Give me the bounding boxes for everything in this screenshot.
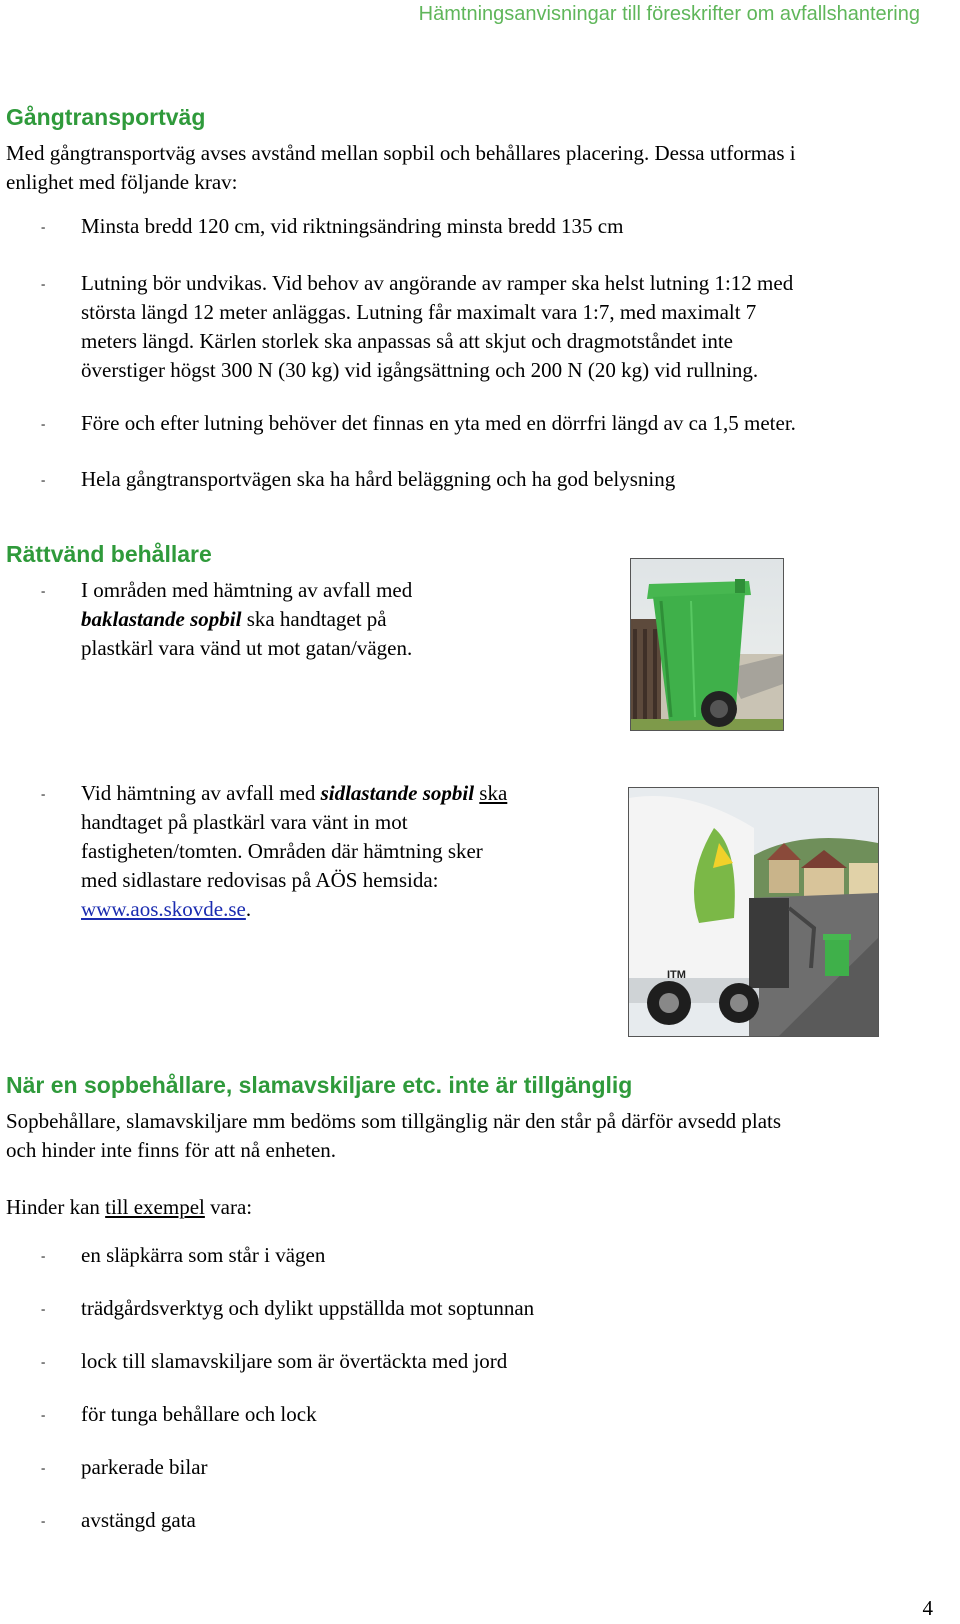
list-item-line: [81, 895, 507, 924]
green-bin-photo: [630, 558, 784, 731]
underlined-text: ska: [479, 781, 508, 805]
section-title-inte-tillganglig: När en sopbehållare, slamavskiljare etc. inte är tillgänglig: [6, 1072, 633, 1098]
running-header: Hämtningsanvisningar till föreskrifter om avfallshantering: [418, 3, 920, 25]
underlined-text: till exempel: [105, 1195, 205, 1219]
list-item-line: största längd 12 meter anläggas. Lutning får maximalt vara 1:7, med maximalt 7: [81, 300, 757, 324]
list-item-text: Hela gångtransportvägen ska ha hård beläggning och ha god belysning: [81, 467, 676, 491]
bullet-dash: -: [41, 276, 46, 291]
examples-intro: [6, 1193, 252, 1222]
intro-line: enlighet med följande krav:: [6, 170, 238, 194]
bullet-dash: -: [41, 1354, 46, 1369]
truck-logo-text: ITM: [667, 969, 686, 981]
green-bin-illustration: [631, 559, 783, 730]
emphasis-text: sidlastande sopbil: [320, 781, 475, 805]
list-item-line-start: Vid hämtning av avfall med: [81, 781, 321, 805]
list-item-text: [81, 269, 793, 385]
garbage-truck-illustration: [629, 788, 878, 1036]
bullet-dash: -: [41, 416, 46, 431]
list-item-line: meters längd. Kärlen storlek ska anpassas så att skjut och dragmotståndet inte: [81, 329, 733, 353]
list-item-text: för tunga behållare och lock: [81, 1402, 317, 1426]
list-item-text: lock till slamavskiljare som är övertäckta med jord: [81, 1349, 508, 1373]
intro-paragraph: [6, 139, 796, 197]
section-title-rattvand-behallare: Rättvänd behållare: [6, 541, 212, 567]
list-item-text: trädgårdsverktyg och dylikt uppställda mot soptunnan: [81, 1296, 535, 1320]
aos-website-link[interactable]: www.aos.skovde.se: [81, 897, 246, 921]
intro-line: Med gångtransportväg avses avstånd mellan sopbil och behållares placering. Dessa utformas i: [6, 141, 796, 165]
bullet-dash: -: [41, 583, 46, 598]
list-item-line: plastkärl vara vänd ut mot gatan/vägen.: [81, 636, 413, 660]
garbage-truck-photo: [628, 787, 879, 1037]
bullet-dash: -: [41, 1248, 46, 1263]
list-item-line: med sidlastare redovisas på AÖS hemsida:: [81, 868, 439, 892]
list-item-text: [81, 576, 412, 663]
examples-line: [6, 1193, 252, 1222]
list-item-line: I områden med hämtning av avfall med: [81, 578, 413, 602]
bullet-dash: -: [41, 1407, 46, 1422]
list-item-text: avstängd gata: [81, 1508, 196, 1532]
list-item-line: handtaget på plastkärl vara vänt in mot: [81, 810, 408, 834]
bullet-dash: -: [41, 786, 46, 801]
intro-line: och hinder inte finns för att nå enheten.: [6, 1138, 337, 1162]
bullet-dash: -: [41, 1513, 46, 1528]
list-item-line-rest: ska handtaget på: [241, 607, 387, 631]
examples-pre: Hinder kan: [6, 1195, 106, 1219]
emphasis-text: baklastande sopbil: [81, 607, 242, 631]
period: .: [245, 897, 252, 921]
examples-post: vara:: [204, 1195, 253, 1219]
list-item-text: Minsta bredd 120 cm, vid riktningsändring minsta bredd 135 cm: [81, 214, 624, 238]
list-item-text: Före och efter lutning behöver det finnas en yta med en dörrfri längd av ca 1,5 meter.: [81, 411, 796, 435]
section-title-gangtransportvag: Gångtransportväg: [6, 104, 206, 130]
list-item-line: fastigheten/tomten. Områden där hämtning sker: [81, 839, 483, 863]
bullet-dash: -: [41, 219, 46, 234]
list-item-text: parkerade bilar: [81, 1455, 208, 1479]
bullet-dash: -: [41, 1301, 46, 1316]
list-item-line: överstiger högst 300 N (30 kg) vid igångsättning och 200 N (20 kg) vid rullning.: [81, 358, 759, 382]
list-item-line: [81, 779, 507, 808]
list-item-text: en släpkärra som står i vägen: [81, 1243, 326, 1267]
bullet-dash: -: [41, 472, 46, 487]
bullet-dash: -: [41, 1460, 46, 1475]
list-item-line: [81, 605, 412, 634]
intro-paragraph: [6, 1107, 781, 1165]
list-item-text: [81, 779, 507, 924]
intro-line: Sopbehållare, slamavskiljare mm bedöms som tillgänglig när den står på därför avsedd plats: [6, 1109, 782, 1133]
page-number: 4: [922, 1596, 933, 1620]
list-item-line: Lutning bör undvikas. Vid behov av angörande av ramper ska helst lutning 1:12 med: [81, 271, 794, 295]
